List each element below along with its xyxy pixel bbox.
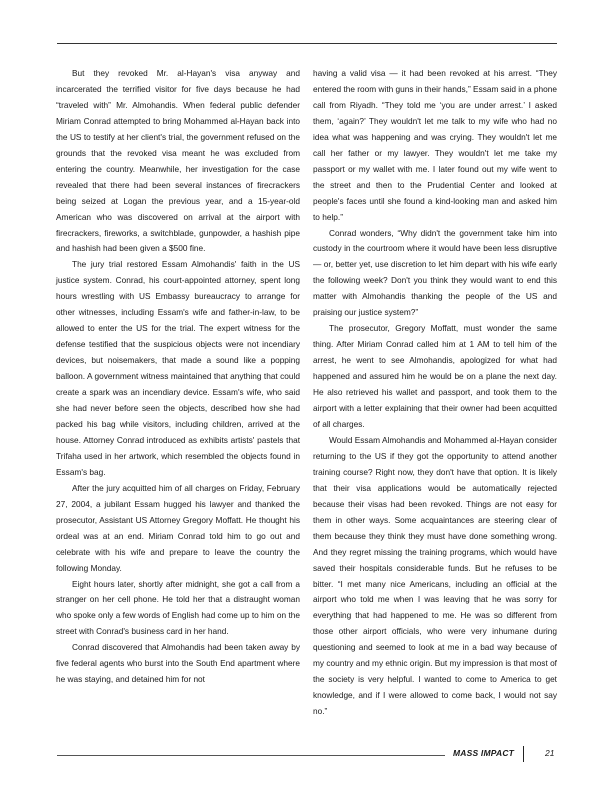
page-number: 21: [545, 748, 555, 758]
paragraph: having a valid visa — it had been revoked at his arrest. “They entered the room with guns in their hands,” Essam said in a phone call from Riyadh. “They told me ‘you are under arrest.’ I asked them, ‘again?’ They wouldn't let me talk to my wife who had no idea what was happening and was crying. They wouldn't let me call her father or my lawyer. They wouldn't let me take my passport or my wallet with me. I later found out my wife went to the street and then to the Prudential Center and looked at people's faces until she found a kind-looking man and asked him to help.”: [313, 68, 557, 222]
paragraph: But they revoked Mr. al-Hayan's visa anyway and incarcerated the terrified visitor for five days because he had “traveled with” Mr. Almohandis. When federal public defender Miriam Conrad attempted to bring Mohammed al-Hayan back into the US to testify at her client's trial, the government refused on the grounds that the revoked visa meant he was excluded from entering the country. Meanwhile, her investigation for the case revealed that there had been several instances of firecrackers being seized at Logan the previous year, and a 15-year-old American who was discovered on arrival at the airport with firecrackers, fireworks, a switchblade, gunpowder, a hashish pipe and hashish had been given a $500 fine.: [56, 68, 300, 254]
paragraph: Eight hours later, shortly after midnight, she got a call from a stranger on her cell phone. He told her that a distraught woman who spoke only a few words of English had come up to him on the street with Conrad's business card in her hand.: [56, 578, 300, 637]
footer-divider: [523, 746, 524, 762]
paragraph: Would Essam Almohandis and Mohammed al-Hayan consider returning to the US if they got the opportunity to attend another training course? Right now, they don't have that option. It is likely that their visa applications would be automatically rejected because their visas had been revoked. Things are not easy for them in other ways. Some acquaintances are steering clear of them because they think they must have done something wrong. And they regret missing the training programs, which would have saved their hospitals considerable funds. But he refuses to be bitter. “I met many nice Americans, including an official at the airport who told me when I was leaving that he was sorry for everything that had happened to me. He was so different from those other airport officials, who were very inhumane during questioning and seemed to look at me in a bad way because of my country and my ethnic origin. But my impression is that most of the society is very helpful. I wanted to come to America to get knowledge, and if I were allowed to come back, I would not say no.”: [313, 434, 557, 717]
paragraph: Conrad wonders, “Why didn't the government take him into custody in the courtroom where it would have been less disruptive — or, better yet, use discretion to let him depart with his wife early the following week? Don't you think they would want to end this matter with Almohandis thanking the people of the US and praising our justice system?”: [313, 227, 557, 318]
header-rule: [57, 43, 557, 44]
paragraph: After the jury acquitted him of all charges on Friday, February 27, 2004, a jubilant Essam hugged his lawyer and thanked the prosecutor, Assistant US Attorney Gregory Moffatt. He thought his ordeal was at an end. Miriam Conrad told him to go out and celebrate with his wife and prepare to leave the country the following Monday.: [56, 482, 300, 573]
publication-title: MASS IMPACT: [453, 748, 515, 758]
article-column-right: [313, 66, 557, 720]
page-footer: [57, 748, 557, 762]
paragraph: The prosecutor, Gregory Moffatt, must wonder the same thing. After Miriam Conrad called him at 1 AM to tell him of the arrest, he went to see Almohandis, apologized for what had happened and assured him he would be on a plane the next day. He also retrieved his wallet and passport, and took them to the airport with a letter explaining that their owner had been acquitted of all charges.: [313, 323, 557, 429]
paragraph: Conrad discovered that Almohandis had been taken away by five federal agents who burst into the South End apartment where he was staying, and detained him for not: [56, 642, 300, 685]
footer-rule: [57, 755, 445, 756]
paragraph: The jury trial restored Essam Almohandis' faith in the US justice system. Conrad, his court-appointed attorney, spent long hours wrestling with US Embassy bureaucracy to arrange for other witnesses, including Essam's wife and father-in-law, to be allowed to enter the US for the trial. The expert witness for the defense testified that the suspicious objects were not incendiary devices, but noisemakers, that made a sound like a popping balloon. A government witness maintained that anything that could create a spark was an incendiary device. Essam's wife, who said she had never before seen the objects, described how she had packed his bag while visitors, including children, arrived at the house. Attorney Conrad introduced as exhibits artists' pastels that Trifaha used in her artwork, which resembled the objects found in Essam's bag.: [56, 259, 300, 477]
article-column-left: [56, 66, 300, 688]
